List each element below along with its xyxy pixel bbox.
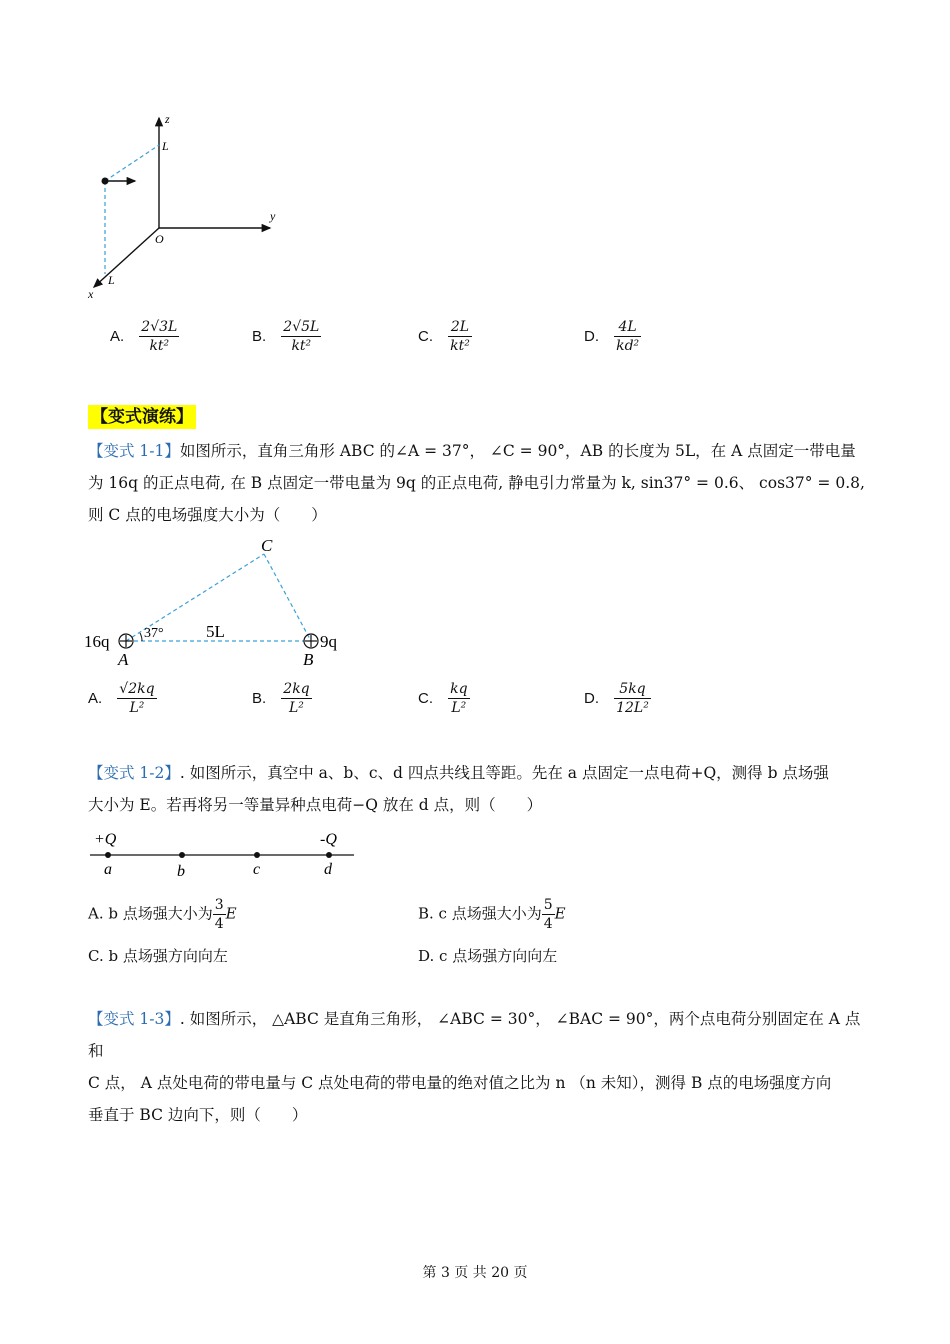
point-d [326, 852, 332, 858]
plusQ-label: +Q [94, 831, 117, 848]
d-label: d [324, 861, 332, 878]
q2-option-d[interactable]: D. c 点场强方向向左 [418, 947, 558, 965]
q1-line3: 则 C 点的电场强度大小为（ ） [88, 506, 327, 524]
q2-option-b[interactable]: B. c 点场强大小为 $\frac{5}{4}$ E [418, 897, 566, 932]
q0-option-b[interactable]: B. $\frac{2√5L}{\text{kt²}}$ [252, 319, 320, 354]
charge-B [304, 634, 318, 648]
q2-line1: 【变式 1-2】. 如图所示，真空中 a、b、c、d 四点共线且等距。先在 a 点固定一点电荷+Q，测得 b 点场强 [88, 764, 829, 782]
angle-arc [140, 633, 142, 641]
q0-a-num: 2√3L [141, 319, 178, 335]
q0-c-den: kt² [450, 338, 470, 354]
q3-line3: 垂直于 BC 边向下，则（ ） [88, 1106, 308, 1124]
charge-dot [102, 178, 109, 185]
c-label: c [253, 861, 261, 878]
q0-option-c[interactable]: C. $\frac{2L}{\text{kt²}}$ [418, 319, 470, 354]
q0-b-den: kt² [291, 338, 312, 354]
x-axis [94, 228, 159, 287]
q1-line2: 为 16q 的正点电荷, 在 B 点固定一带电量为 9q 的正点电荷, 静电引力常量为 k, sin37° = 0.6、 cos37° = 0.8, [88, 474, 865, 492]
axes-figure [80, 110, 300, 305]
minusQ-label: -Q [320, 831, 337, 848]
q2-option-a[interactable]: A. b 点场强大小为 $\frac{3}{4}$ E [88, 897, 237, 932]
q0-option-a[interactable]: A. $\frac{2√3L}{\text{kt²}}$ [110, 319, 178, 354]
q2-line2: 大小为 E。若再将另一等量异种点电荷−Q 放在 d 点，则（ ） [88, 796, 543, 814]
q-left-label: 16q [84, 632, 110, 651]
section-title: 【变式演练】 [88, 402, 196, 427]
y-label: y [270, 209, 276, 223]
q1-tag: 【变式 1-1】 [88, 442, 180, 460]
q1-text [88, 435, 868, 531]
q1-option-a[interactable]: A. $\frac{√2kq}{\text{L²}}$ [88, 681, 155, 716]
charge-A [119, 634, 133, 648]
angle-label: 37° [144, 626, 164, 641]
AB-label: 5L [206, 622, 225, 641]
C-label: C [261, 536, 273, 555]
x-label: x [88, 287, 94, 301]
line-points-figure [86, 826, 361, 884]
q0-d-num: 4L [614, 318, 641, 337]
point-a [105, 852, 111, 858]
q2-option-c[interactable]: C. b 点场强方向向左 [88, 947, 228, 965]
L-top-label: L [162, 139, 169, 153]
q0-option-d[interactable]: D. $\frac{4L}{\text{kd²}}$ [584, 319, 640, 354]
dash-top [105, 145, 159, 181]
page-footer: 第 3 页 共 20 页 [422, 1265, 528, 1281]
b-label: b [177, 863, 185, 880]
q3-text [88, 1003, 868, 1131]
q3-line2: C 点， A 点处电荷的带电量与 C 点处电荷的带电量的绝对值之比为 n （n 未知），测得 B 点的电场强度方向 [88, 1074, 832, 1092]
q0-d-den: kd² [616, 338, 640, 354]
q3-tag: 【变式 1-3】 [88, 1010, 180, 1028]
side-CB [264, 554, 311, 641]
q1-line1: 【变式 1-1】如图所示，直角三角形 ABC 的∠A = 37°， ∠C = 90°，AB 的长度为 5L，在 A 点固定一带电量 [88, 442, 856, 460]
B-label: B [303, 650, 314, 669]
q0-c-num: 2L [448, 318, 472, 337]
point-b [179, 852, 185, 858]
q1-option-c[interactable]: C. $\frac{kq}{\text{L²}}$ [418, 681, 468, 716]
L-bottom-label: L [108, 273, 115, 287]
q3-line1: 【变式 1-3】. 如图所示， △ABC 是直角三角形， ∠ABC = 30°， ∠BAC = 90°，两个点电荷分别固定在 A 点和 [88, 1010, 861, 1060]
q0-a-den: kt² [149, 338, 170, 354]
q1-option-d[interactable]: D. $\frac{5kq}{\text{12L²}}$ [584, 681, 649, 716]
q-right-label: 9q [320, 632, 337, 651]
O-label: O [155, 232, 164, 246]
q2-text [88, 757, 868, 821]
a-label: a [104, 861, 112, 878]
A-label: A [118, 650, 129, 669]
z-label: z [165, 112, 170, 126]
q2-tag: 【变式 1-2】 [88, 764, 180, 782]
q0-b-num: 2√5L [283, 319, 320, 335]
triangle-figure [84, 535, 364, 670]
q1-option-b[interactable]: B. $\frac{2kq}{\text{L²}}$ [252, 681, 310, 716]
point-c [254, 852, 260, 858]
